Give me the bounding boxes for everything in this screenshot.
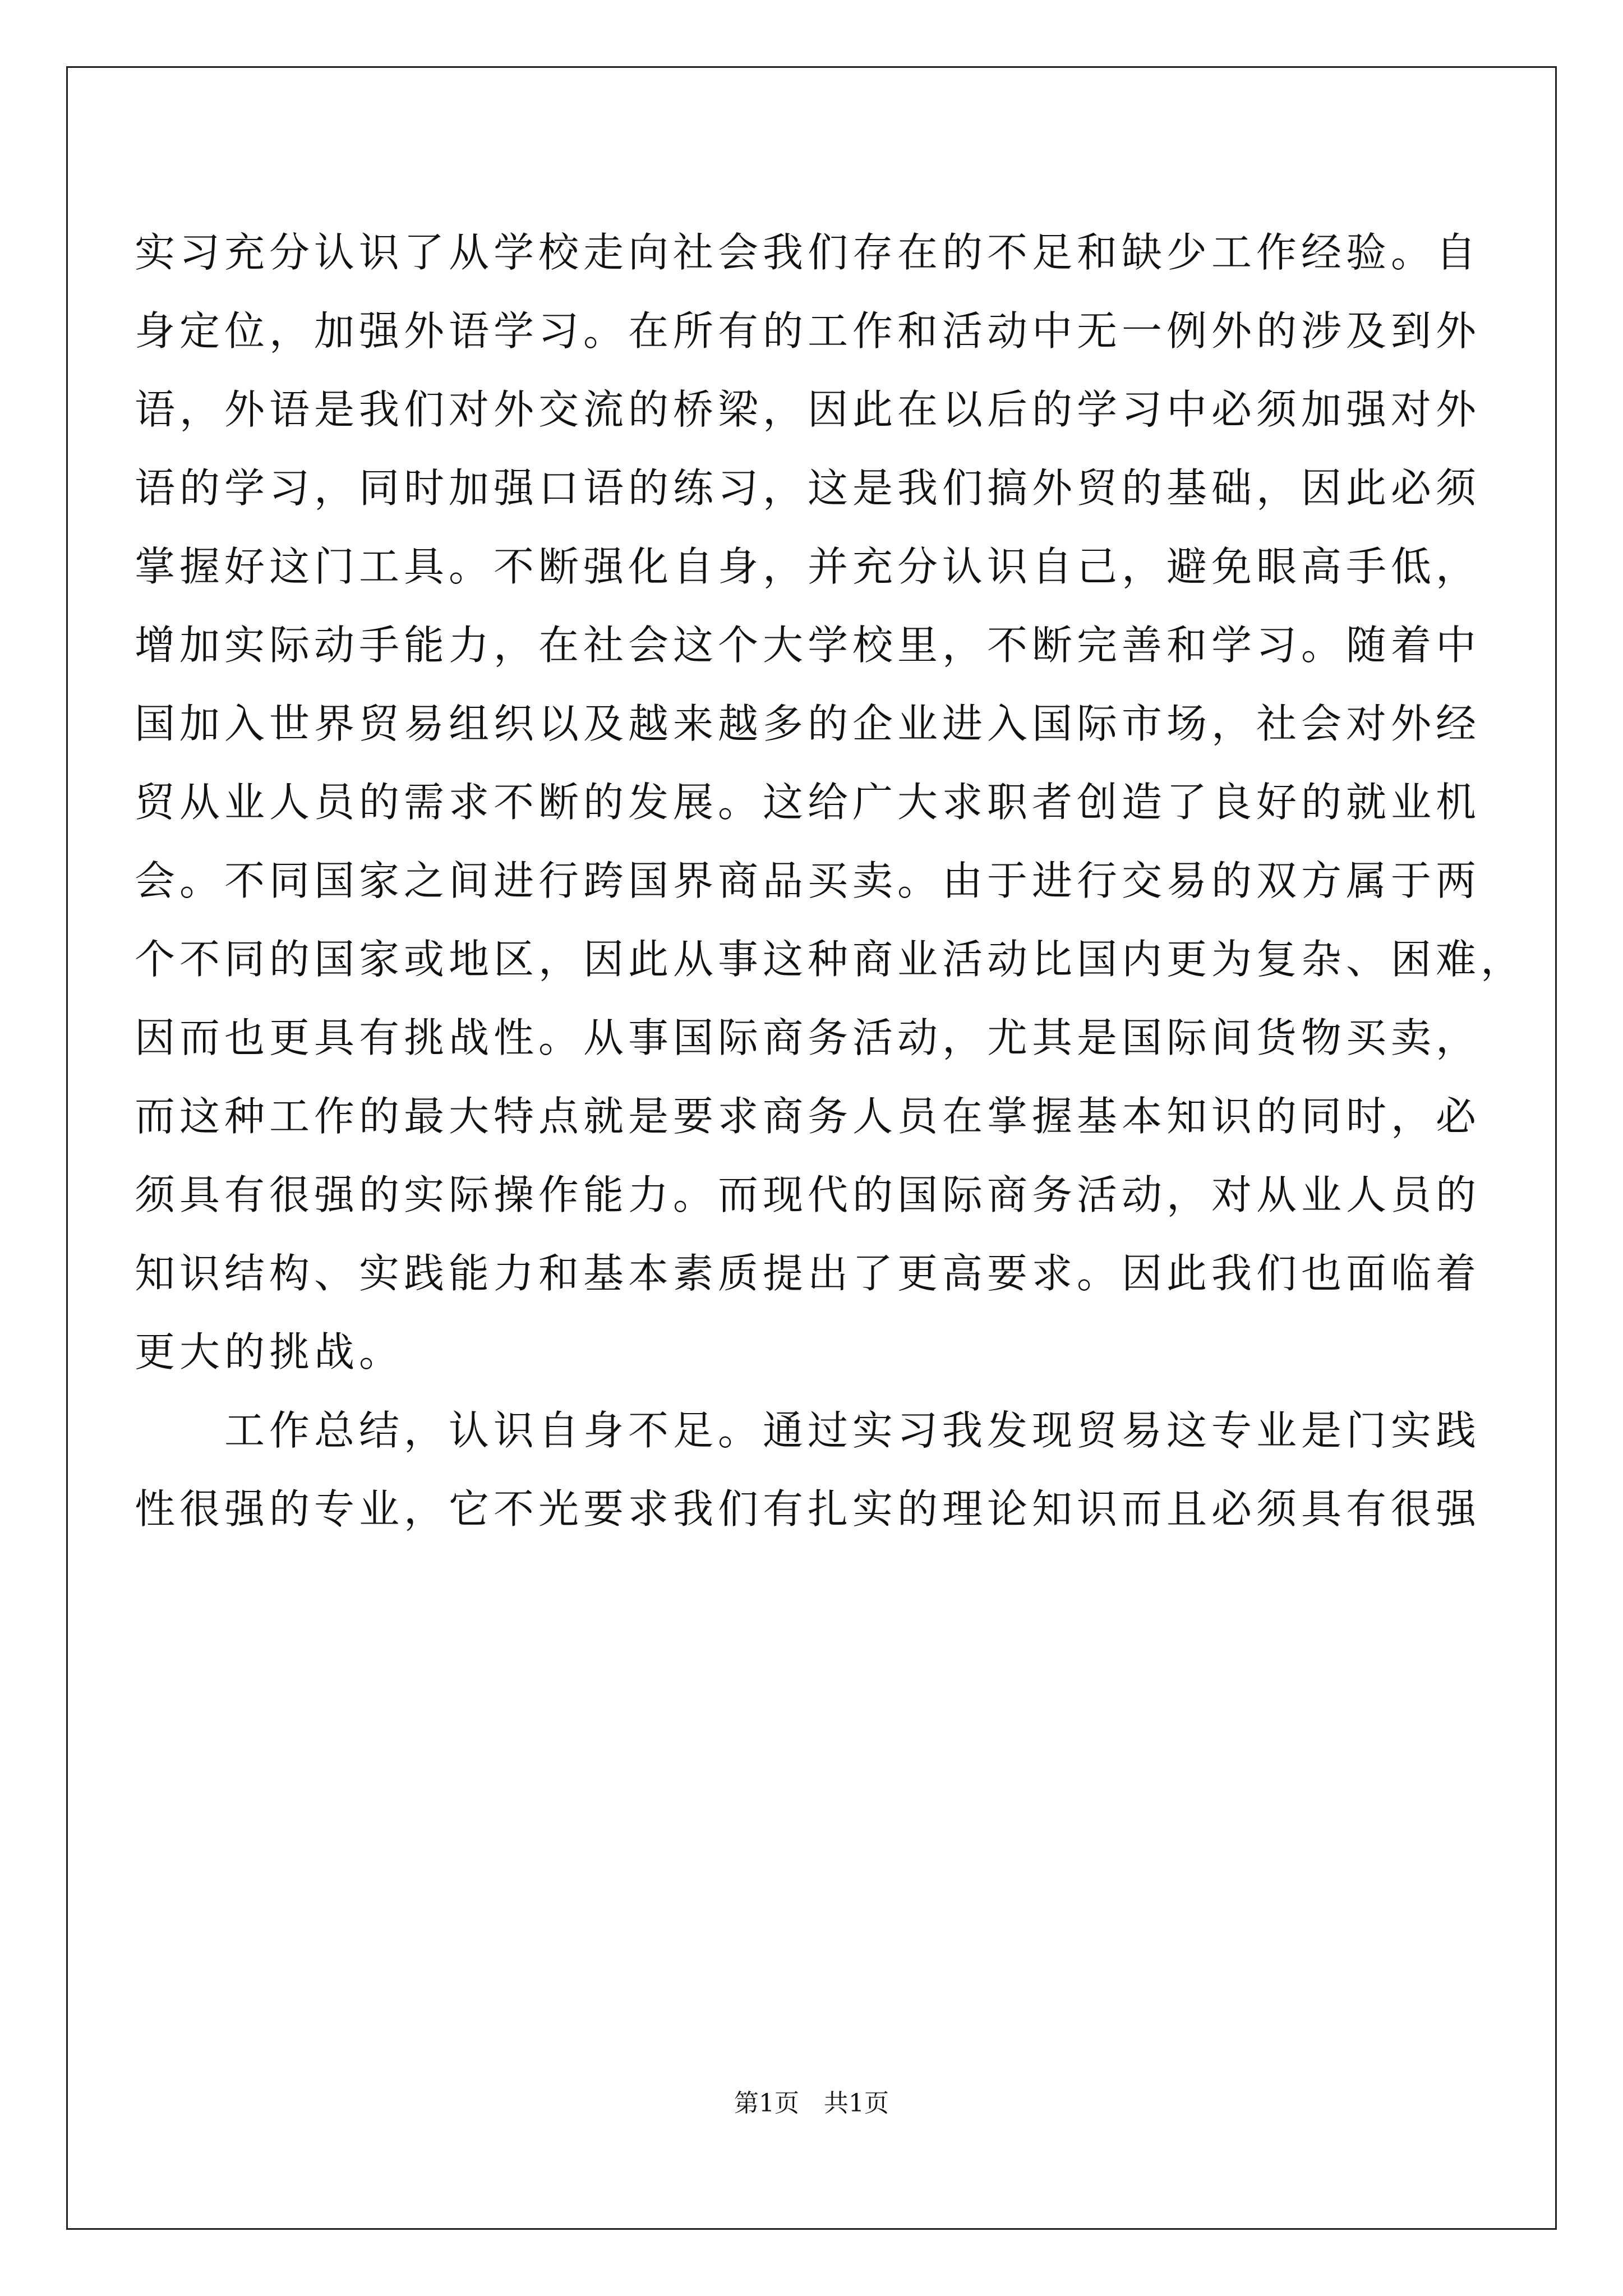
text-line: 更大的挑战。 bbox=[135, 1328, 404, 1375]
text-line: 语的学习，同时加强口语的练习，这是我们搞外贸的基础，因此必须 bbox=[135, 464, 1481, 512]
text-line: 个不同的国家或地区，因此从事这种商业活动比国内更为复杂、困难， bbox=[135, 936, 1526, 983]
text-line: 知识结构、实践能力和基本素质提出了更高要求。因此我们也面临着 bbox=[135, 1250, 1481, 1297]
text-line: 而这种工作的最大特点就是要求商务人员在掌握基本知识的同时，必 bbox=[135, 1093, 1481, 1140]
text-line: 语，外语是我们对外交流的桥梁，因此在以后的学习中必须加强对外 bbox=[135, 386, 1481, 433]
text-line: 性很强的专业，它不光要求我们有扎实的理论知识而且必须具有很强 bbox=[135, 1485, 1481, 1533]
text-line: 身定位，加强外语学习。在所有的工作和活动中无一例外的涉及到外 bbox=[135, 307, 1481, 355]
text-line: 增加实际动手能力，在社会这个大学校里，不断完善和学习。随着中 bbox=[135, 622, 1481, 669]
text-line: 贸从业人员的需求不断的发展。这给广大求职者创造了良好的就业机 bbox=[135, 779, 1481, 826]
text-line: 须具有很强的实际操作能力。而现代的国际商务活动，对从业人员的 bbox=[135, 1171, 1481, 1218]
text-line: 因而也更具有挑战性。从事国际商务活动，尤其是国际间货物买卖， bbox=[135, 1014, 1481, 1061]
text-line: 掌握好这门工具。不断强化自身，并充分认识自己，避免眼高手低， bbox=[135, 543, 1481, 590]
text-line: 实习充分认识了从学校走向社会我们存在的不足和缺少工作经验。自 bbox=[135, 229, 1481, 276]
text-line: 会。不同国家之间进行跨国界商品买卖。由于进行交易的双方属于两 bbox=[135, 857, 1481, 904]
text-line: 工作总结，认识自身不足。通过实习我发现贸易这专业是门实践 bbox=[135, 1407, 1481, 1454]
page-number-footer: 第1页 共1页 bbox=[734, 2089, 889, 2118]
text-line: 国加入世界贸易组织以及越来越多的企业进入国际市场，社会对外经 bbox=[135, 700, 1481, 747]
